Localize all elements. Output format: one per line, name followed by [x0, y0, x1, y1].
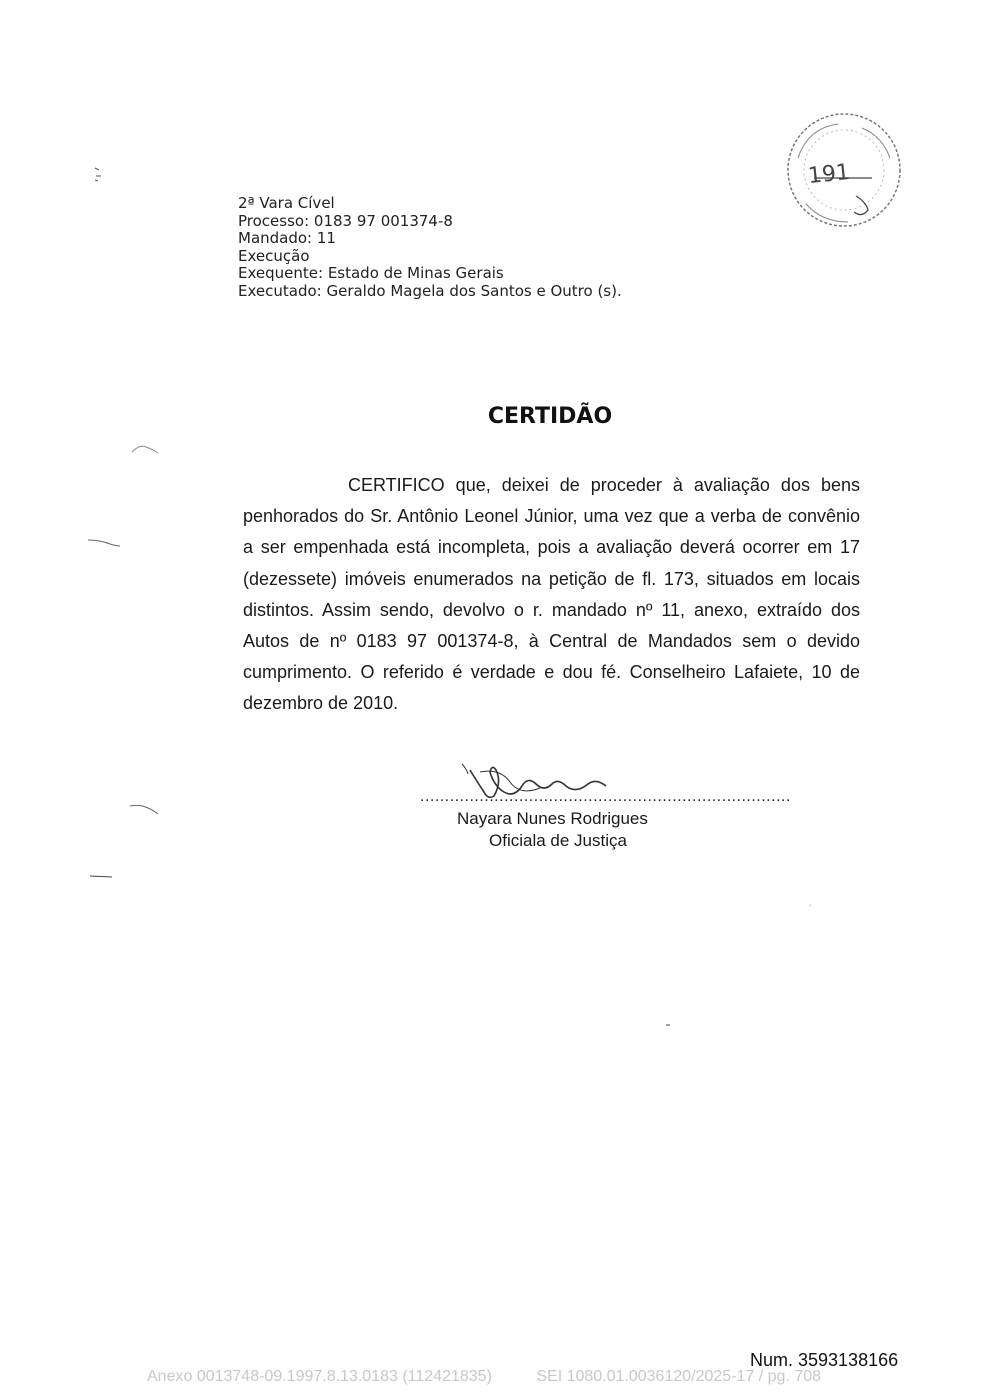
certificate-body	[243, 470, 860, 720]
action-type: Execução	[238, 246, 310, 265]
signer-role: Oficiala de Justiça	[489, 831, 627, 850]
footer-reference	[147, 1368, 821, 1386]
stamp-page-number: 191	[806, 159, 852, 190]
footer-sei: SEI 1080.01.0036120/2025-17 / pg. 708	[536, 1368, 822, 1385]
document-title: CERTIDÃO	[487, 404, 613, 429]
certificate-paragraph: CERTIFICO que, deixei de proceder à avaliação dos bens penhorados do Sr. Antônio Leonel Júnior, uma vez que a verba de convênio a ser empenhada está incompleta, pois a avaliação deverá ocorrer em 17 (dezessete) imóveis enumerados na petição de fl. 173, situados em locais distintos. Assim sendo, devolvo o r. mandado nº 11, anexo, extraído dos Autos de nº 0183 97 001374-8, à Central de Mandados sem o devido cumprimento. O referido é verdade e dou fé. Conselheiro Lafaiete, 10 de dezembro de 2010.	[243, 475, 860, 714]
warrant-number: Mandado: 11	[238, 229, 336, 247]
case-header	[238, 195, 622, 300]
footer-anexo: Anexo 0013748-09.1997.8.13.0183 (112421835)	[147, 1368, 492, 1385]
court-name: 2ª Vara Cível	[238, 194, 335, 212]
plaintiff: Exequente: Estado de Minas Gerais	[238, 264, 504, 282]
signer-name: Nayara Nunes Rodrigues	[457, 809, 648, 828]
signature-line: ...........................................................................	[420, 788, 791, 805]
process-number: Processo: 0183 97 001374-8	[238, 211, 453, 230]
defendant: Executado: Geraldo Magela dos Santos e Outro (s).	[238, 281, 622, 300]
document-number: Num. 3593138166	[750, 1350, 899, 1370]
